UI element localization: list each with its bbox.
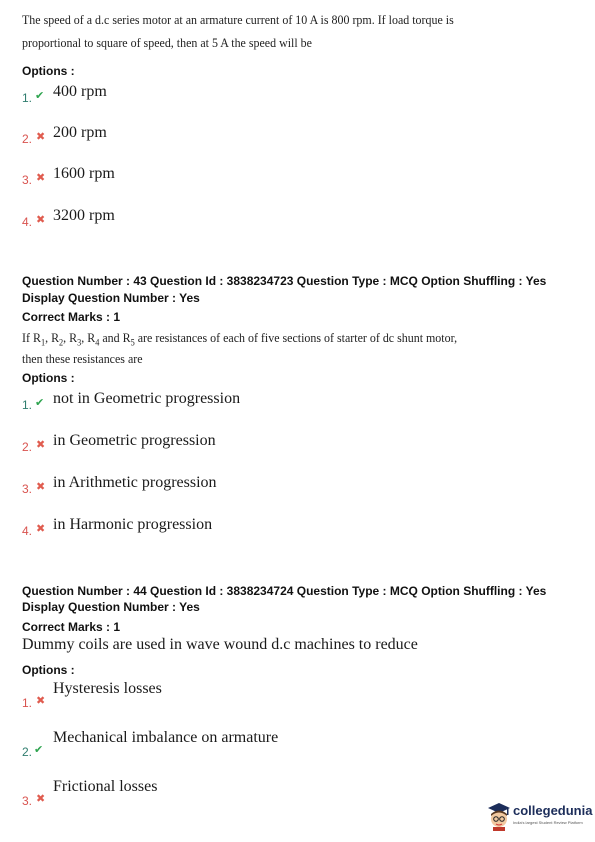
option-text: 400 rpm <box>53 83 107 100</box>
option-text: Hysteresis losses <box>53 680 162 697</box>
logo-wordmark: collegedunia <box>513 803 593 818</box>
option-number: 3. <box>22 173 33 187</box>
display-question-number: Display Question Number : Yes <box>22 291 200 305</box>
option-text: 200 rpm <box>53 124 107 141</box>
option-text: 3200 rpm <box>53 207 115 224</box>
cross-icon: ✖ <box>36 523 46 535</box>
question-42-line-1: The speed of a d.c series motor at an armature current of 10 A is 800 rpm. If load torque is <box>22 12 454 27</box>
cross-icon: ✖ <box>36 793 46 805</box>
option-text: in Harmonic progression <box>53 516 213 533</box>
cross-icon: ✖ <box>36 439 46 451</box>
option-number: 2. <box>22 440 33 454</box>
check-icon: ✔ <box>34 744 44 756</box>
question-43-meta: Question Number : 43 Question Id : 3838234723 Question Type : MCQ Option Shuffling : Yes <box>22 274 547 288</box>
cross-icon: ✖ <box>36 131 46 143</box>
option-text: in Arithmetic progression <box>53 474 217 491</box>
question-44-meta: Question Number : 44 Question Id : 3838234724 Question Type : MCQ Option Shuffling : Yes <box>22 584 547 598</box>
option-number: 1. <box>22 398 33 412</box>
option-number: 4. <box>22 524 33 538</box>
collegedunia-logo <box>487 799 593 833</box>
question-42-line-2: proportional to square of speed, then at 5 A the speed will be <box>22 35 312 50</box>
cross-icon: ✖ <box>36 172 46 184</box>
correct-marks: Correct Marks : 1 <box>22 620 121 634</box>
cross-icon: ✖ <box>36 695 46 707</box>
option-number: 4. <box>22 215 33 229</box>
option-text: Mechanical imbalance on armature <box>53 729 279 746</box>
option-number: 3. <box>22 482 33 496</box>
question-43-line-2: then these resistances are <box>22 351 143 366</box>
option-text: in Geometric progression <box>53 432 216 449</box>
check-icon: ✔ <box>35 397 45 409</box>
check-icon: ✔ <box>35 90 45 102</box>
option-text: not in Geometric progression <box>53 390 241 407</box>
option-number: 1. <box>22 696 33 710</box>
option-number: 1. <box>22 91 33 105</box>
question-44-text: Dummy coils are used in wave wound d.c machines to reduce <box>22 636 418 653</box>
options-label: Options : <box>22 64 75 78</box>
graduate-mascot-icon <box>487 801 511 831</box>
option-text: Frictional losses <box>53 778 158 795</box>
options-label: Options : <box>22 663 75 677</box>
options-label: Options : <box>22 371 75 385</box>
option-number: 3. <box>22 794 33 808</box>
option-text: 1600 rpm <box>53 165 115 182</box>
question-43-line-1: If $R_1$, $R_2$, $R_3$, $R_4$ and $R_5$ are resistances of each of five sections of starter of dc shunt motor, <box>22 330 458 348</box>
cross-icon: ✖ <box>36 481 46 493</box>
correct-marks: Correct Marks : 1 <box>22 310 121 324</box>
logo-tagline: India's largest Student Review Platform <box>513 820 583 825</box>
cross-icon: ✖ <box>36 214 46 226</box>
option-number: 2. <box>22 132 33 146</box>
display-question-number: Display Question Number : Yes <box>22 600 200 614</box>
option-number: 2. <box>22 745 33 759</box>
